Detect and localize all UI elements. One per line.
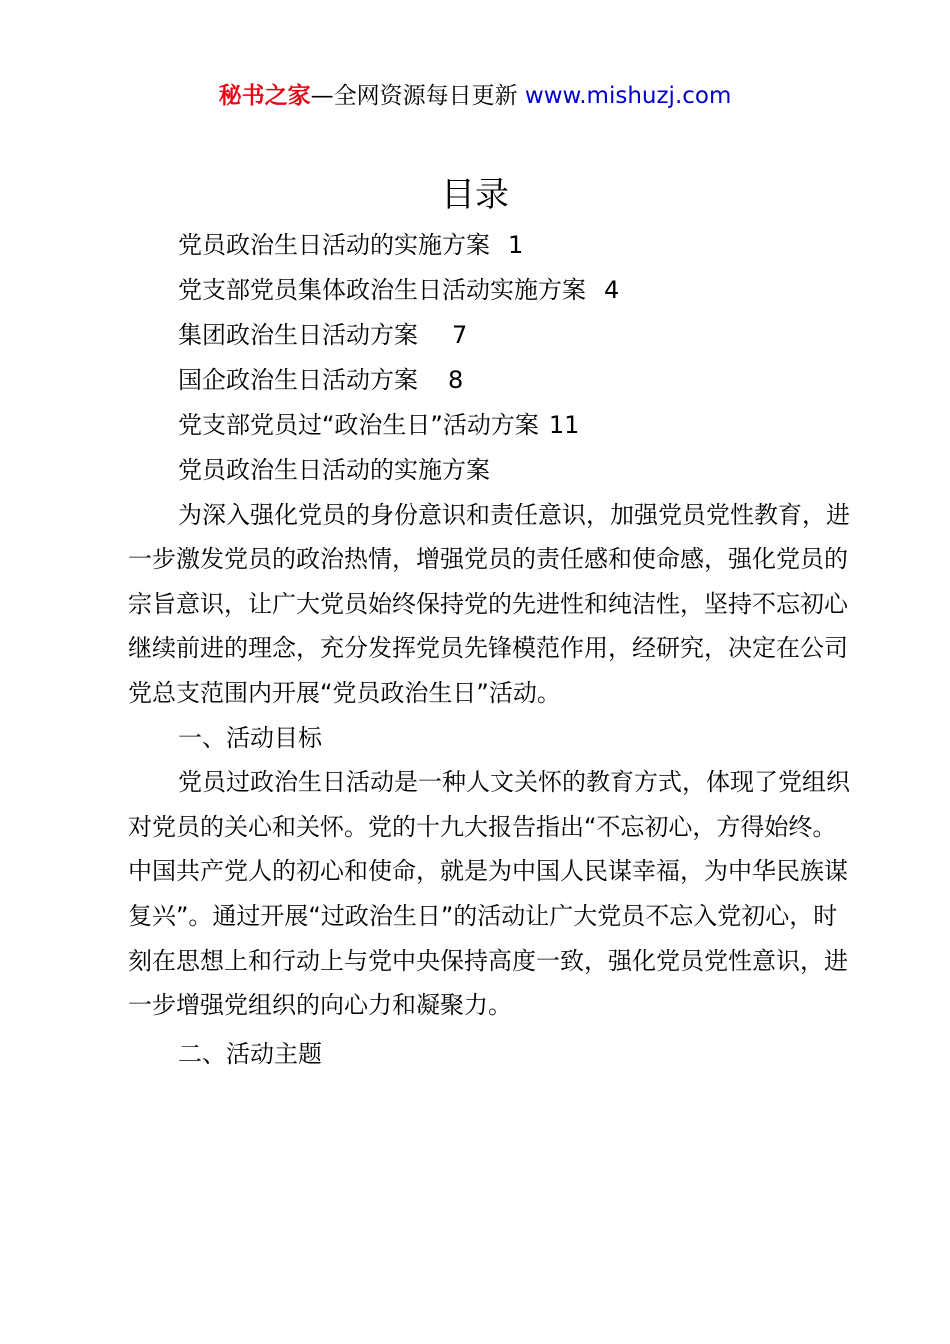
site-tagline: —全网资源每日更新 <box>310 83 518 109</box>
site-brand: 秘书之家 <box>218 83 311 109</box>
toc-item[interactable] <box>178 225 878 270</box>
intro-paragraph: 为深入强化党员的身份意识和责任意识，加强党员党性教育，进一步激发党员的政治热情，增强党员的责任感和使命感，强化党员的宗旨意识，让广大党员始终保持党的先进性和纯洁性，坚持不忘初心继续前进的理念，充分发挥党员先锋模范作用，经研究，决定在公司党总支范围内开展“党员政治生日”活动。 <box>128 500 850 707</box>
site-header <box>0 80 950 112</box>
toc-item-label: 党支部党员集体政治生日活动实施方案 <box>178 276 586 304</box>
toc-item-label: 党支部党员过“政治生日”活动方案 <box>178 411 539 439</box>
site-url-link[interactable]: www.mishuzj.com <box>524 83 732 109</box>
toc-item-page: 4 <box>604 276 620 304</box>
toc-item[interactable] <box>178 315 878 360</box>
section-1-title: 一、活动目标 <box>178 723 322 752</box>
document-heading: 党员政治生日活动的实施方案 <box>178 456 490 484</box>
page-title: 目录 <box>441 175 509 215</box>
section-1-paragraph: 党员过政治生日活动是一种人文关怀的教育方式，体现了党组织对党员的关心和关怀。党的十九大报告指出“不忘初心，方得始终。中国共产党人的初心和使命，就是为中国人民谋幸福，为中华民族谋复兴”。通过开展“过政治生日”的活动让广大党员不忘入党初心，时刻在思想上和行动上与党中央保持高度一致，强化党员党性意识，进一步增强党组织的向心力和凝聚力。 <box>128 768 850 1020</box>
toc-item-page: 11 <box>548 411 580 439</box>
toc-item[interactable] <box>178 405 878 450</box>
toc-item-label: 党员政治生日活动的实施方案 <box>178 231 490 259</box>
table-of-contents <box>178 225 878 450</box>
toc-item-label: 集团政治生日活动方案 <box>178 321 418 349</box>
toc-item[interactable] <box>178 270 878 315</box>
document-body <box>128 448 856 1076</box>
toc-item-label: 国企政治生日活动方案 <box>178 366 418 394</box>
toc-item-page: 8 <box>448 366 464 394</box>
section-2-title: 二、活动主题 <box>178 1039 322 1068</box>
toc-item[interactable] <box>178 360 878 405</box>
toc-item-page: 7 <box>452 321 468 349</box>
toc-item-page: 1 <box>508 231 524 259</box>
